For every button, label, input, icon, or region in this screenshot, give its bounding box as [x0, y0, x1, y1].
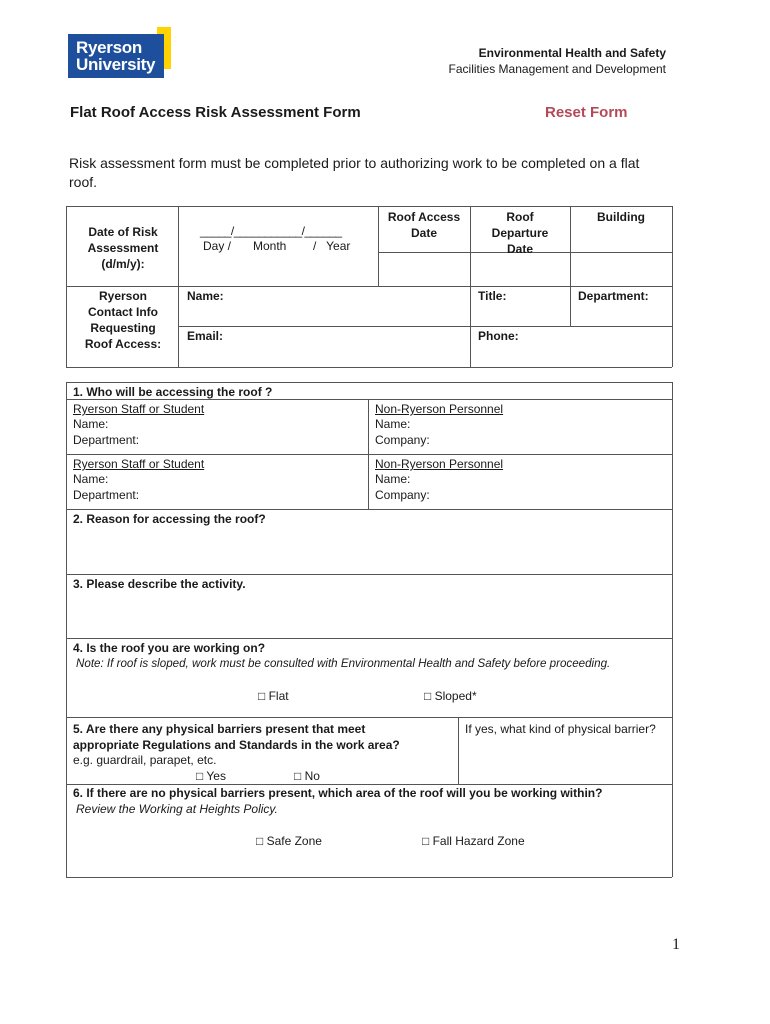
q1-nonryerson-label-1: Non-Ryerson Personnel: [375, 402, 504, 416]
logo-line-1: Ryerson: [76, 38, 142, 57]
q3-heading: 3. Please describe the activity.: [73, 577, 246, 591]
roof-access-date-input[interactable]: [379, 253, 470, 286]
risk-date-input[interactable]: _____/___________/______: [200, 224, 342, 238]
q2-answer-input[interactable]: [68, 528, 670, 572]
q1-staff-department-2[interactable]: Department:: [73, 488, 140, 502]
roof-departure-date-input[interactable]: [471, 253, 570, 286]
reset-form-button[interactable]: Reset Form: [545, 104, 628, 121]
q1-staff-name-1[interactable]: Name:: [73, 417, 109, 431]
q2-heading: 2. Reason for accessing the roof?: [73, 512, 266, 526]
roof-access-date-label: Roof Access Date: [387, 210, 461, 240]
contact-department-field[interactable]: Department:: [578, 289, 649, 303]
q5-no-checkbox[interactable]: □ No: [294, 769, 320, 783]
logo-line-2: University: [76, 55, 156, 74]
q5-heading-line-2: appropriate Regulations and Standards in the work area?: [73, 738, 400, 752]
contact-title-field[interactable]: Title:: [478, 289, 507, 303]
date-year-label: / Year: [313, 239, 351, 253]
building-input[interactable]: [571, 253, 672, 286]
intro-text: Risk assessment form must be completed prior to authorizing work to be completed on a flat roof.: [69, 155, 640, 190]
date-month-label: Month: [253, 239, 287, 253]
q5-example: e.g. guardrail, parapet, etc.: [73, 753, 217, 767]
building-label: Building: [597, 210, 645, 224]
contact-phone-field[interactable]: Phone:: [478, 329, 519, 343]
q1-nonryerson-label-2: Non-Ryerson Personnel: [375, 457, 504, 471]
page-number: 1: [672, 936, 680, 953]
contact-email-field[interactable]: Email:: [187, 329, 224, 343]
q3-answer-input[interactable]: [68, 593, 670, 636]
q1-staff-label-1: Ryerson Staff or Student: [73, 402, 205, 416]
q5-barrier-type-field[interactable]: If yes, what kind of physical barrier?: [465, 722, 656, 736]
date-day-label: Day /: [203, 239, 232, 253]
header-subdepartment: Facilities Management and Development: [448, 62, 666, 76]
q4-note: Note: If roof is sloped, work must be consulted with Environmental Health and Safety before proceeding.: [76, 657, 611, 670]
roof-departure-date-label: Roof Departure Date: [491, 210, 549, 256]
q4-sloped-checkbox[interactable]: □ Sloped*: [424, 689, 477, 703]
q1-staff-name-2[interactable]: Name:: [73, 472, 109, 486]
header-department: Environmental Health and Safety: [478, 46, 666, 60]
q1-nonryerson-name-2[interactable]: Name:: [375, 472, 411, 486]
q5-yes-checkbox[interactable]: □ Yes: [196, 769, 226, 783]
contact-name-field[interactable]: Name:: [187, 289, 224, 303]
form-title: Flat Roof Access Risk Assessment Form: [70, 104, 361, 121]
ryerson-logo: [68, 34, 164, 78]
date-of-risk-label: Date of Risk Assessment (d/m/y):: [87, 225, 159, 271]
q6-safe-zone-checkbox[interactable]: □ Safe Zone: [256, 834, 322, 848]
q1-nonryerson-company-1[interactable]: Company:: [375, 433, 430, 447]
q1-nonryerson-name-1[interactable]: Name:: [375, 417, 411, 431]
q6-note: Review the Working at Heights Policy.: [76, 802, 278, 816]
q6-heading: 6. If there are no physical barriers present, which area of the roof will you be working within?: [73, 786, 603, 800]
ryerson-contact-label: Ryerson Contact Info Requesting Roof Access:: [84, 289, 162, 351]
q1-heading: 1. Who will be accessing the roof ?: [73, 385, 273, 399]
q4-heading: 4. Is the roof you are working on?: [73, 641, 266, 655]
q6-fall-hazard-checkbox[interactable]: □ Fall Hazard Zone: [422, 834, 525, 848]
q1-staff-department-1[interactable]: Department:: [73, 433, 140, 447]
q4-flat-checkbox[interactable]: □ Flat: [258, 689, 289, 703]
q1-staff-label-2: Ryerson Staff or Student: [73, 457, 205, 471]
q5-heading-line-1: 5. Are there any physical barriers present that meet: [73, 722, 366, 736]
q1-nonryerson-company-2[interactable]: Company:: [375, 488, 430, 502]
